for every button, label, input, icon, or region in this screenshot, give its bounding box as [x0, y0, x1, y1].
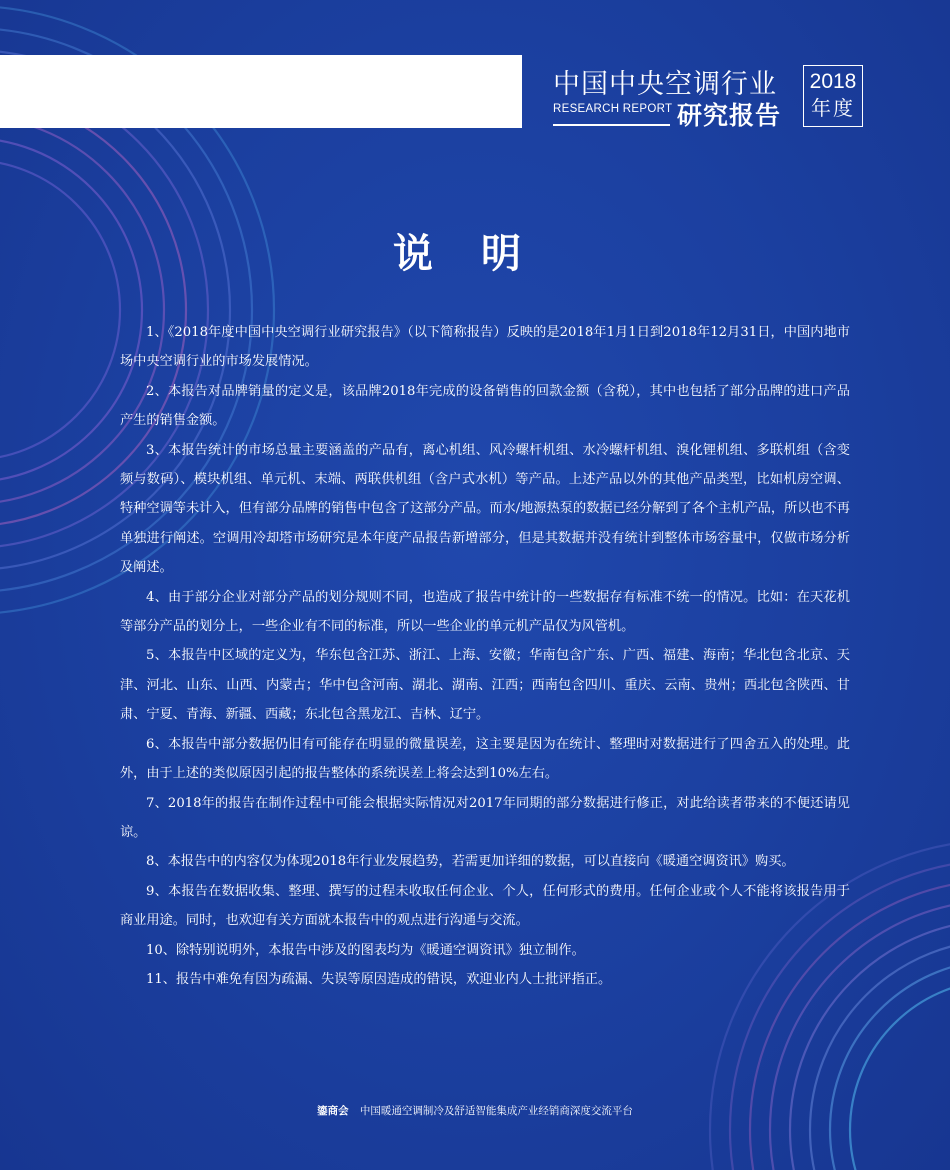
year-suffix: 年度	[811, 96, 855, 120]
note-paragraph: 1、《2018年度中国中央空调行业研究报告》（以下简称报告）反映的是2018年1月1日到2018年12月31日，中国内地市场中央空调行业的市场发展情况。	[120, 325, 850, 370]
note-paragraph: 6、本报告中部分数据仍旧有可能存在明显的微量误差，这主要是因为在统计、整理时对数据进行了四舍五入的处理。此外，由于上述的类似原因引起的报告整体的系统误差上将会达到10%左右。	[120, 736, 850, 782]
year-badge	[803, 65, 863, 127]
note-paragraph: 11、报告中难免有因为疏漏、失误等原因造成的错误，欢迎业内人士批评指正。	[146, 971, 612, 987]
note-paragraph: 3、本报告统计的市场总量主要涵盖的产品有，离心机组、风冷螺杆机组、水冷螺杆机组、溴化锂机组、多联机组（含变频与数码）、模块机组、单元机、末端、两联供机组（含户式水机）等产品。上述产品以外的其他产品类型，比如机房空调、特种空调等未计入，但有部分品牌的销售中包含了这部分产品。而水/地源热泵的数据已经分解到了各个主机产品，所以也不再单独进行阐述。空调用冷却塔市场研究是本年度产品报告新增部分，但是其数据并没有统计到整体市场容量中，仅做市场分析及阐述。	[120, 442, 850, 576]
note-paragraph: 7、2018年的报告在制作过程中可能会根据实际情况对2017年同期的部分数据进行修正，对此给读者带来的不便还请见谅。	[120, 795, 850, 840]
note-paragraph: 10、除特别说明外，本报告中涉及的图表均为《暖通空调资讯》独立制作。	[146, 942, 585, 958]
report-title: 中国中央空调行业	[553, 69, 777, 100]
brand-underline	[553, 124, 670, 126]
footer-brand: 鎏商会	[317, 1105, 349, 1117]
header-white-bar	[0, 55, 522, 128]
footer	[0, 1103, 950, 1118]
note-paragraph: 2、本报告对品牌销量的定义是，该品牌2018年完成的设备销售的回款金额（含税），其中也包括了部分品牌的进口产品产生的销售金额。	[120, 383, 850, 429]
note-paragraph: 8、本报告中的内容仅为体现2018年行业发展趋势，若需更加详细的数据，可以直接向《暖通空调资讯》购买。	[146, 854, 795, 870]
report-subtitle-en: RESEARCH REPORT	[553, 103, 673, 115]
note-paragraph: 4、由于部分企业对部分产品的划分规则不同，也造成了报告中统计的一些数据存有标准不统一的情况。比如：在天花机等部分产品的划分上，一些企业有不同的标准，所以一些企业的单元机产品仅为风管机。	[120, 589, 850, 635]
report-subtitle-cn: 研究报告	[677, 101, 782, 130]
note-paragraph: 9、本报告在数据收集、整理、撰写的过程未收取任何企业、个人，任何形式的费用。任何企业或个人不能将该报告用于商业用途。同时，也欢迎有关方面就本报告中的观点进行沟通与交流。	[120, 883, 850, 929]
notes-body	[120, 318, 850, 994]
page-title: 说明	[393, 231, 569, 277]
year-number: 2018	[809, 70, 857, 93]
report-brand	[553, 62, 933, 132]
note-paragraph: 5、本报告中区域的定义为，华东包含江苏、浙江、上海、安徽；华南包含广东、广西、福建、海南；华北包含北京、天津、河北、山东、山西、内蒙古；华中包含河南、湖北、湖南、江西；西南包含四川、重庆、云南、贵州；西北包含陕西、甘肃、宁夏、青海、新疆、西藏；东北包含黑龙江、吉林、辽宁。	[120, 648, 850, 723]
footer-text: 中国暖通空调制冷及舒适智能集成产业经销商深度交流平台	[359, 1105, 633, 1117]
